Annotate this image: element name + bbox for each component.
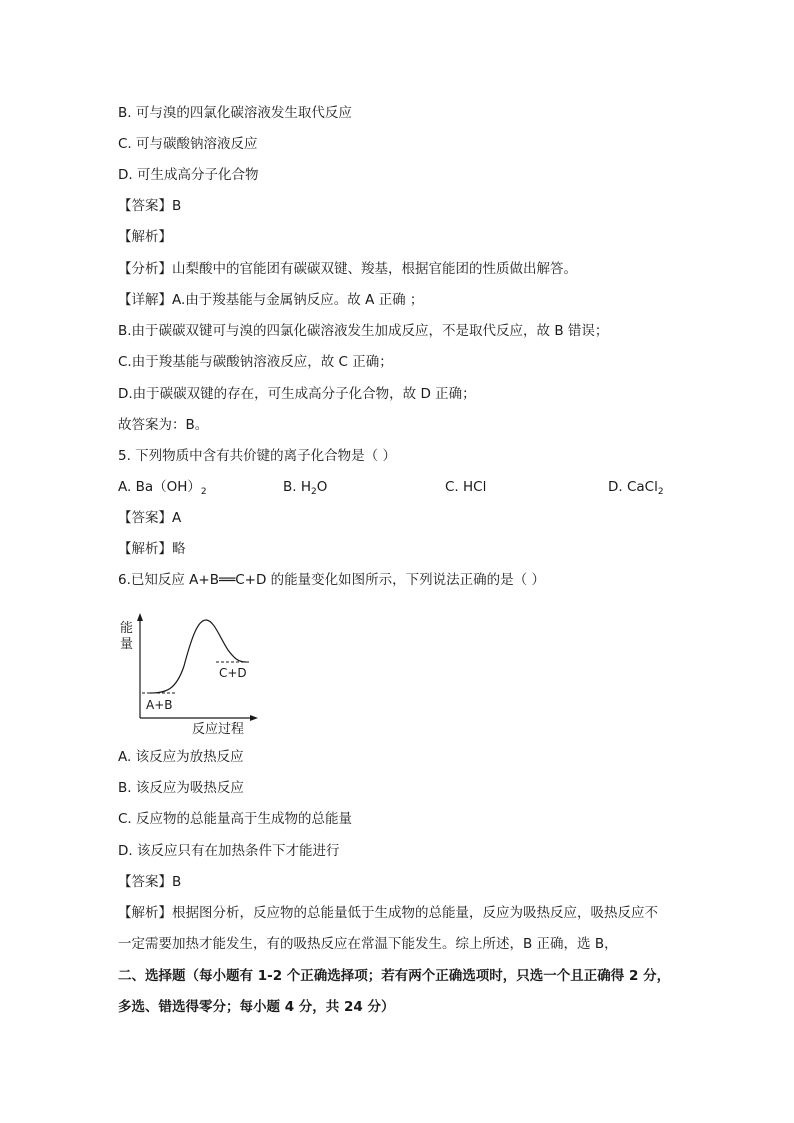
q4-option-c: C. 可与碳酸钠溶液反应	[118, 136, 258, 152]
q4-detail-c: C.由于羧基能与碳酸钠溶液反应，故 C 正确；	[118, 354, 393, 370]
q4-option-b: B. 可与溴的四氯化碳溶液发生取代反应	[118, 105, 352, 121]
energy-x-label: 反应过程	[192, 722, 245, 735]
q4-explanation-header: 【解析】	[118, 229, 172, 245]
section-2-heading-line-2: 多选、错选得零分；每小题 4 分，共 24 分）	[118, 999, 395, 1015]
energy-axis-y-arrow	[137, 613, 143, 621]
energy-y-label-2: 量	[120, 637, 134, 652]
q6-option-d: D. 该反应只有在加热条件下才能进行	[118, 843, 340, 859]
q6-option-c: C. 反应物的总能量高于生成物的总能量	[118, 811, 353, 827]
q5-option-d: D. CaCl$_2$	[608, 479, 664, 497]
q5-option-c: C. HCl	[445, 479, 487, 495]
q4-option-d: D. 可生成高分子化合物	[118, 167, 259, 183]
q5-option-a: A. $Ba(OH)_2$	[118, 479, 207, 497]
reactant-label: A+B	[146, 698, 173, 712]
q6-option-a: A. 该反应为放热反应	[118, 749, 244, 765]
q6-explanation-line-2: 一定需要加热才能发生，有的吸热反应在常温下能发生。综上所述，B 正确，选 B，	[118, 936, 618, 952]
energy-axis-x-arrow	[250, 715, 258, 721]
q6-explanation-line-1: 【解析】根据图分析，反应物的总能量低于生成物的总能量，反应为吸热反应，吸热反应不	[118, 905, 658, 921]
energy-curve	[150, 620, 246, 693]
q4-conclusion: 故答案为：B。	[118, 417, 209, 433]
q5-explanation: 【解析】略	[118, 541, 186, 557]
energy-diagram	[110, 610, 270, 735]
section-2-heading-line-1: 二、选择题（每小题有 1-2 个正确选择项；若有两个正确选项时，只选一个且正确得 2 分，	[118, 968, 671, 984]
q5-stem: 5. 下列物质中含有共价键的离子化合物是（ ）	[118, 448, 396, 464]
q4-detail-b: B.由于碳碳双键可与溴的四氯化碳溶液发生加成反应，不是取代反应，故 B 错误；	[118, 323, 609, 339]
q4-detail: 【详解】A.由于羧基能与金属钠反应。故 A 正确 ；	[118, 292, 424, 308]
q4-detail-d: D.由于碳碳双键的存在，可生成高分子化合物，故 D 正确；	[118, 386, 476, 402]
q4-answer: 【答案】B	[118, 198, 182, 214]
q6-answer: 【答案】B	[118, 874, 182, 890]
q6-option-b: B. 该反应为吸热反应	[118, 780, 244, 796]
product-label: C+D	[219, 666, 247, 680]
q5-option-b: B. $H_2O$	[283, 479, 328, 497]
q5-answer: 【答案】A	[118, 510, 182, 526]
q6-stem: 6.已知反应 A+B══C+D 的能量变化如图所示，下列说法正确的是（ ）	[118, 572, 545, 588]
energy-y-label-1: 能	[120, 621, 134, 636]
q4-analysis: 【分析】山梨酸中的官能团有碳碳双键、羧基，根据官能团的性质做出解答。	[118, 261, 577, 277]
